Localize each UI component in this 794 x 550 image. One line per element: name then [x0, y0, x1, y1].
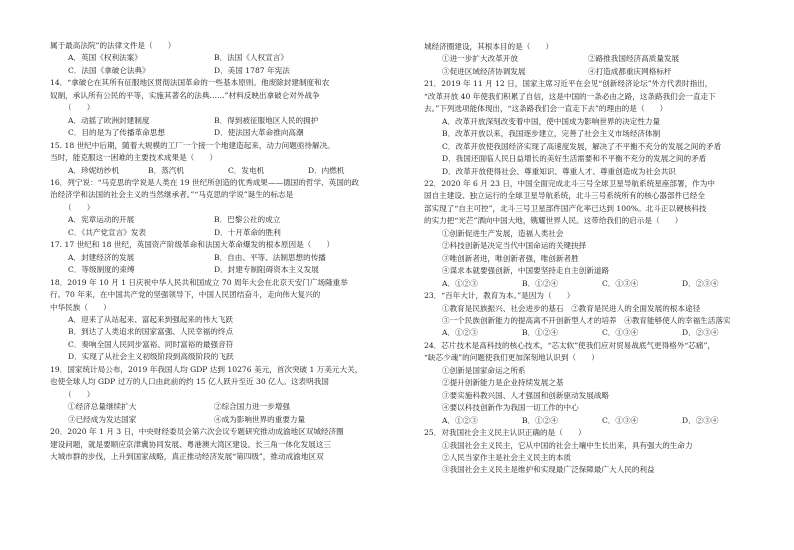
item-1: ①经济总量继续扩大 — [68, 402, 137, 412]
q17-options — [50, 252, 395, 264]
question-22-line-1: 22．2020 年 6 月 23 日，中国全面完成北斗三号全球卫星导航系统星座部署，作为中 — [424, 178, 715, 188]
option-d: D．封建专制阻碍资本主义发展 — [214, 265, 319, 275]
item-3: ③我国社会主义民主是维护和实现最广泛保障最广大人民的利益 — [442, 465, 655, 475]
question-24-line-1: 24．芯片技术是高科技的核心技术，“芯太软”使我们应对贸易战底气更得格外“芯痛”， — [424, 340, 715, 350]
item-2: ②人民当家作主是社会主义民主的本质 — [442, 452, 572, 462]
option-b: B．改革开放以来，我国逐步建立，完善了社会主义市场经济体制 — [442, 129, 661, 139]
option-a: A．动摇了欧洲封建制度 — [68, 115, 150, 125]
option-b: B．①②④ — [522, 415, 558, 425]
q15-options — [50, 165, 395, 177]
item-1: ①我国社会主义民主，它从中国的社会土壤中生长出来，具有强大的生命力 — [442, 440, 693, 450]
question-22-line-4: 的实力把“光芒”洒向中国大地，镌耀世界人民。这带给我们的启示是（ ） — [424, 216, 683, 226]
item-1: ①创新促进生产发展，造福人类社会 — [442, 228, 564, 238]
question-19-blank: （ ） — [64, 389, 95, 399]
q16-options — [50, 214, 395, 226]
option-a: A．英国《权利法案》 — [68, 53, 142, 63]
option-c2: D．我国还面临人民日益增长的美好生活需要和不平衡不充分的发展之间的矛盾 — [442, 154, 707, 164]
question-20-line-2: 建设问题，就是要顺应京津冀协同发展、粤港澳大湾区建设、长三角一体化发展这三 — [50, 439, 331, 449]
question-19-line-1: 19．国家统计局公布，2019 年我国人均 GDP 达到 10276 美元，首次突破 1 万美元大关， — [50, 364, 363, 374]
question-14-line-2: 奴制，承认所有公民的平等，实施其著名的法典……”材料反映出拿破仑对外战争 — [50, 90, 320, 100]
option-a: A．①②③ — [442, 415, 478, 425]
option-c: C．改革开放使我国经济实现了高速度发展，解决了不平衡不充分的发展之间的矛盾 — [442, 141, 722, 151]
option-b: B．自由、平等、法制思想的传播 — [214, 252, 326, 262]
option-c: C．《共产党宣言》发表 — [68, 227, 146, 237]
item-3: ③唯创新者进，唯创新者强，唯创新者胜 — [442, 253, 579, 263]
option-a: A．珍妮纺纱机 — [68, 165, 120, 175]
q16-options-2 — [50, 227, 395, 239]
question-22-line-2: 国自主建设、独立运行的全球卫星导航系统，北斗三号系统所有的核心器部件已经全 — [424, 191, 705, 201]
option-c: C．目的是为了传播革命思想 — [68, 128, 165, 138]
option-c: C．奏响全国人民同步富裕、同时富裕的最强音符 — [68, 339, 234, 349]
item-1: ①创新是国家命运之所系 — [442, 365, 526, 375]
right-column — [424, 41, 769, 477]
option-c: C．法国《拿破仑法典》 — [68, 65, 150, 75]
item-4: ④成为影响世界的重要力量 — [214, 414, 306, 424]
q14-options — [50, 115, 395, 127]
item-1: ①进一步扩大改革开放 — [442, 54, 518, 64]
option-d: D．使法国大革命推向高潮 — [214, 128, 304, 138]
option-c: C．等级制度的束缚 — [68, 265, 135, 275]
q23-options — [424, 327, 769, 339]
item-1-2: ①教育是民族振兴、社会进步的基石 ②教育是民进人的全面发展的根本途径 — [442, 303, 701, 313]
q14-options-2 — [50, 127, 395, 139]
question-25-line-1: 25．对我国社会主义民主认识正确的是（ ） — [424, 428, 586, 438]
option-d: D．②③④ — [682, 328, 719, 338]
option-b: B．得到被征服地区人民的拥护 — [214, 115, 319, 125]
option-d: D．②③④ — [682, 278, 719, 288]
option-c: C．①③④ — [602, 328, 639, 338]
question-18-line-2: 行。70 年来，在中国共产党的坚强领导下，中国人民团结奋斗，走向伟大复兴的 — [50, 290, 321, 300]
option-b: B．法国《人权宣言》 — [214, 53, 288, 63]
option-d: D．②③④ — [682, 415, 719, 425]
left-column — [50, 40, 395, 463]
q13-options — [50, 52, 395, 64]
question-20-line-3: 大城市群的步伐，上升到国家战略，真正推动经济发展“第四级”，推动成渝地区双 — [50, 451, 324, 461]
item-2: ②综合国力进一步增强 — [214, 402, 290, 412]
question-18-line-1: 18．2019 年 10 月 1 日庆祝中华人民共和国成立 70 周年大会在北京天安门广场隆重举 — [50, 277, 348, 287]
option-a: A．迎来了从站起来、富起来到强起来的伟大飞跃 — [68, 314, 233, 324]
question-21-line-1: 21．2019 年 11 月 12 日，国家主席习近平在会见“创新经济论坛”外方代表时指出， — [424, 79, 713, 89]
question-16-blank: （ ） — [64, 202, 95, 212]
item-2: ②路推我国经济高质量发展 — [588, 54, 680, 64]
option-b: B．蒸汽机 — [148, 165, 184, 175]
q20-items — [424, 53, 769, 65]
q19-items — [50, 401, 395, 413]
question-24-line-2: “缺芯少魂”的问题使我们更加深刻地认识到（ ） — [424, 353, 599, 363]
option-b: B．到达了人类追求的国家富强、人民幸福的终点 — [68, 327, 234, 337]
item-4: ④打造成都重庆网格标杆 — [588, 66, 672, 76]
q19-items-2 — [50, 414, 395, 426]
question-20-line-4: 城经济圈建设，其根本目的是（ ） — [424, 42, 554, 51]
question-16-line-2: 治经济学和法国的社会主义的当然继承者。”“马克思的学说”诞生的标志是 — [50, 190, 294, 200]
option-a: A．宪章运动的开展 — [68, 215, 135, 225]
q17-options-2 — [50, 264, 395, 276]
option-d: D．美国 1787 年宪法 — [214, 65, 290, 75]
item-2: ②科技创新是决定当代中国命运的关键抉择 — [442, 241, 587, 251]
item-3: ③促进区域经济协调发展 — [442, 66, 526, 76]
option-c: C．①③④ — [602, 278, 639, 288]
option-b: B．巴黎公社的成立 — [214, 215, 281, 225]
q22-options — [424, 278, 769, 290]
option-a: A．①②③ — [442, 278, 478, 288]
option-c: C．①③④ — [602, 415, 639, 425]
question-21-line-2: “改革开放 40 年使我们积累了自信，这是中国的一条必由之路，这条路我们会一直走下 — [424, 91, 716, 101]
item-3: ③要实施科教兴国、人才强国和创新驱动发展战略 — [442, 390, 610, 400]
item-3: ③已经成为发达国家 — [68, 414, 137, 424]
option-a: A．封建经济的发展 — [68, 252, 135, 262]
item-3-4: ③一个民族创新能力的提高离不开创新型人才的培养 ④教育能够使人的幸福生活落实 — [442, 315, 731, 325]
item-2: ②提升创新能力是企业持续发展之基 — [442, 378, 564, 388]
option-d: D．内燃机 — [308, 165, 345, 175]
question-14-blank: （ ） — [64, 103, 95, 113]
q20-items-2 — [424, 66, 769, 78]
question-19-line-2: 也使全球人均 GDP 过万的人口由此前的约 15 亿人跃升至近 30 亿人。这表明我国 — [50, 377, 329, 387]
question-14-line-1: 14．“拿破仑在其所有征服地区贯彻法国革命的一些基本原则。他废除封建制度和农 — [50, 78, 330, 88]
option-a: A．改革开放深刻改变着中国，使中国成为影响世界的决定性力量 — [442, 116, 661, 126]
option-c: C．发电机 — [228, 165, 265, 175]
question-15-line-2: 当时，能克服这一困难的主要技术成果是（ ） — [50, 153, 218, 163]
q13-options-2 — [50, 65, 395, 77]
option-a: A．①②③ — [442, 328, 478, 338]
option-b: B．①②④ — [522, 278, 558, 288]
option-d: D．十月革命的胜利 — [214, 227, 281, 237]
question-15-line-1: 15. 18 世纪中后期，随着大规模的工厂一个接一个地建造起来，动力问题亟待解决。 — [50, 140, 335, 150]
question-23-line-1: 23．“百年大计，教育为本。”是因为（ ） — [424, 291, 575, 301]
option-d: D．改革开放使得社会、尊重知识、尊重人才、尊重创造成为社会共识 — [442, 166, 676, 176]
q24-options — [424, 415, 769, 427]
question-text: 属于最高法院”的法律文件是（ ） — [50, 41, 176, 50]
question-17-line-1: 17. 17 世纪和 18 世纪，英国资产阶级革命和法国大革命爆发的根本原因是（ ） — [50, 240, 335, 250]
question-21-line-3: 去。”下列选项能体现出，“这条路我们会一直走下去”的理由的是（ ） — [424, 104, 668, 114]
item-4: ④要以科技创新作为我国一切工作的中心 — [442, 403, 579, 413]
item-4: ④谋求本就要强创新，中国要坚持走自主创新道路 — [442, 266, 610, 276]
question-16-line-1: 16．列宁说：“马克思的学说是人类在 19 世纪所创造的优秀成果——德国的哲学、英国的政 — [50, 177, 359, 187]
option-b: B．①②④ — [522, 328, 558, 338]
question-22-line-3: 部实现了“自主可控”，北斗三号卫星部件国产化率已达到 100%。北斗正以硬核科技 — [424, 203, 707, 213]
option-d: D．实现了从社会主义初级阶段到高级阶段的飞跃 — [68, 352, 234, 362]
question-18-line-3: 中华民族（ ） — [50, 302, 111, 312]
question-20-line-1: 20．2020 年 1 月 3 日，中央财经委员会第六次会议专题研究推动成渝地区双城经济圈 — [50, 427, 344, 437]
